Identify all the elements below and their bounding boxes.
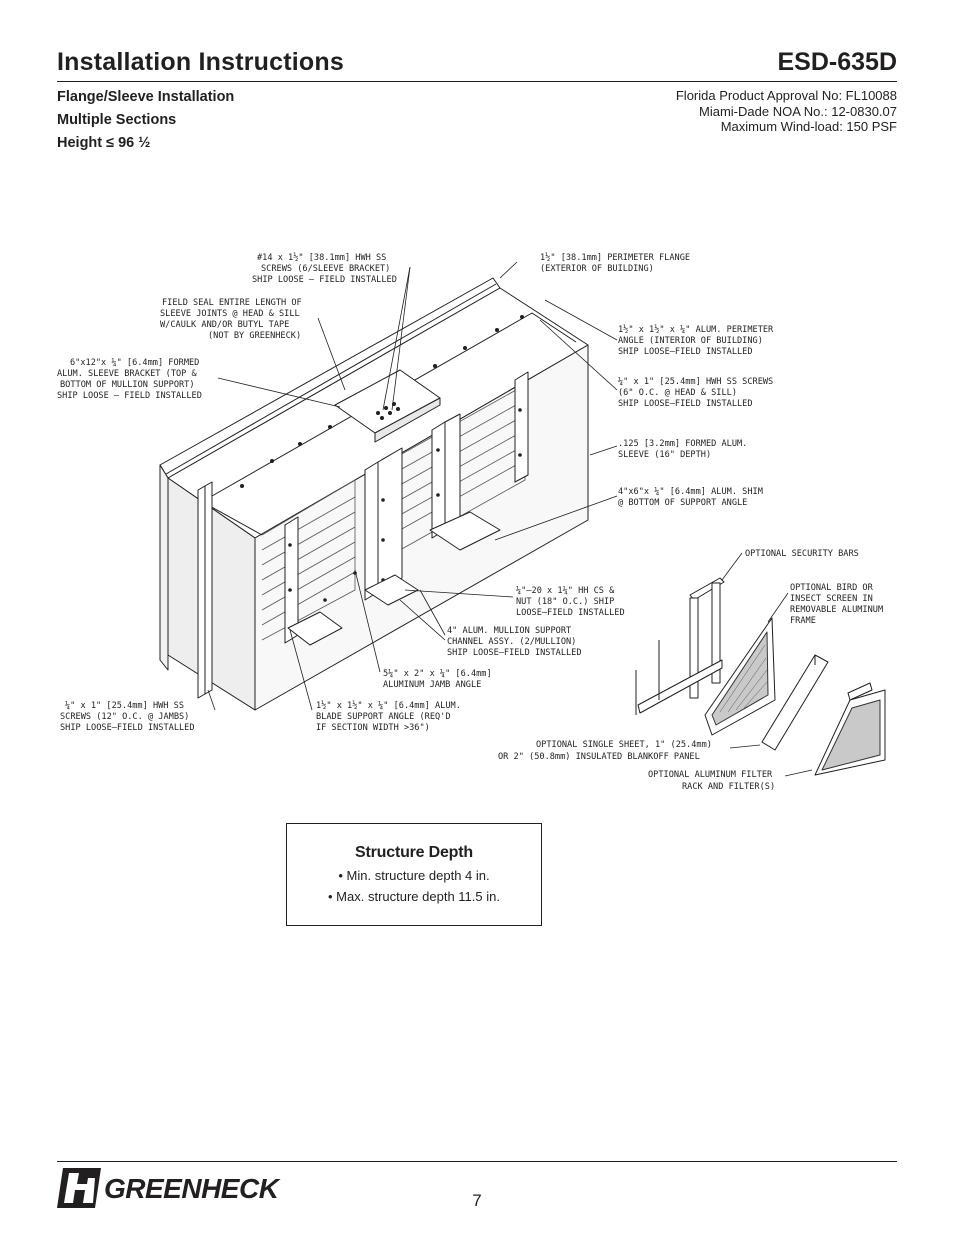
callout-text: @ BOTTOM OF SUPPORT ANGLE bbox=[618, 498, 748, 508]
security-bars bbox=[636, 578, 724, 715]
structure-depth-box bbox=[286, 823, 542, 926]
max-wind-load: Maximum Wind-load: 150 PSF bbox=[720, 119, 897, 134]
subtitle-sections: Multiple Sections bbox=[57, 112, 177, 128]
callout-text: 1½" x 1½" x ¼" ALUM. PERIMETER bbox=[618, 325, 774, 335]
callout-text: (EXTERIOR OF BUILDING) bbox=[540, 264, 654, 274]
callout-text: BLADE SUPPORT ANGLE (REQ'D bbox=[316, 712, 451, 722]
callout-text: FIELD SEAL ENTIRE LENGTH OF bbox=[162, 298, 302, 308]
page-number: 7 bbox=[472, 1191, 482, 1210]
florida-approval: Florida Product Approval No: FL10088 bbox=[675, 88, 897, 103]
callout-text: SCREWS (6/SLEEVE BRACKET) bbox=[261, 264, 391, 274]
callout-text: SLEEVE JOINTS @ HEAD & SILL bbox=[160, 309, 300, 319]
callout-text: ¼"–20 x 1¼" HH CS & bbox=[516, 586, 615, 596]
callout-text: OPTIONAL SECURITY BARS bbox=[745, 549, 859, 559]
callout-text: ¼" x 1" [25.4mm] HWH SS SCREWS bbox=[618, 377, 774, 387]
callout-text: OPTIONAL SINGLE SHEET, 1" (25.4mm) bbox=[536, 740, 712, 750]
callout-text: OPTIONAL BIRD OR bbox=[790, 583, 873, 593]
callout-text: 1½" [38.1mm] PERIMETER FLANGE bbox=[540, 253, 691, 263]
callout-text: .125 [3.2mm] FORMED ALUM. bbox=[618, 439, 748, 449]
callout-text: ALUM. SLEEVE BRACKET (TOP & bbox=[57, 369, 197, 379]
max-depth-item: • Max. structure depth 11.5 in. bbox=[328, 889, 500, 904]
callout-text: RACK AND FILTER(S) bbox=[682, 782, 776, 792]
callout-text: (6" O.C. @ HEAD & SILL) bbox=[618, 388, 737, 398]
callout-text: INSECT SCREEN IN bbox=[790, 594, 873, 604]
brand-name: GREENHECK bbox=[104, 1173, 279, 1204]
miami-dade-noa: Miami-Dade NOA No.: 12-0830.07 bbox=[699, 103, 897, 119]
callout-text: (NOT BY GREENHECK) bbox=[208, 331, 302, 341]
callout-text: SHIP LOOSE–FIELD INSTALLED bbox=[618, 347, 753, 357]
subtitle-height: Height ≤ 96 ½ bbox=[57, 135, 151, 151]
callout-text: BOTTOM OF MULLION SUPPORT) bbox=[60, 380, 195, 390]
mullion-support bbox=[365, 462, 378, 600]
callout-text: IF SECTION WIDTH >36") bbox=[316, 723, 430, 733]
callout-text: 5¼" x 2" x ¼" [6.4mm] bbox=[383, 669, 492, 679]
subtitle-installation-type: Flange/Sleeve Installation bbox=[57, 89, 235, 105]
callout-text: ANGLE (INTERIOR OF BUILDING) bbox=[618, 336, 763, 346]
callout-text: SHIP LOOSE–FIELD INSTALLED bbox=[60, 723, 195, 733]
callout-text: 4" ALUM. MULLION SUPPORT bbox=[447, 626, 572, 636]
callout-text: OPTIONAL ALUMINUM FILTER bbox=[648, 770, 773, 780]
callout-text: 4"x6"x ¼" [6.4mm] ALUM. SHIM bbox=[618, 487, 763, 497]
callout-text: FRAME bbox=[790, 616, 816, 626]
callout-text: SHIP LOOSE–FIELD INSTALLED bbox=[618, 399, 753, 409]
callout-text: CHANNEL ASSY. (2/MULLION) bbox=[447, 637, 577, 647]
callout-text: #14 x 1½" [38.1mm] HWH SS bbox=[257, 253, 387, 263]
page-title: Installation Instructions bbox=[57, 48, 344, 76]
filter-rack bbox=[815, 683, 885, 775]
callout-text: REMOVABLE ALUMINUM bbox=[790, 605, 884, 615]
callout-text: NUT (18" O.C.) SHIP bbox=[516, 597, 615, 607]
footer-rule bbox=[57, 1161, 897, 1162]
callout-text: 6"x12"x ¼" [6.4mm] FORMED bbox=[70, 358, 200, 368]
callout-text: SLEEVE (16" DEPTH) bbox=[618, 450, 712, 460]
callout-text: SHIP LOOSE – FIELD INSTALLED bbox=[57, 391, 202, 401]
callout-text: SHIP LOOSE–FIELD INSTALLED bbox=[447, 648, 582, 658]
callout-text: ALUMINUM JAMB ANGLE bbox=[383, 680, 482, 690]
callout-text: OR 2" (50.8mm) INSULATED BLANKOFF PANEL bbox=[498, 752, 700, 762]
callout-text: 1½" x 1½" x ¼" [6.4mm] ALUM. bbox=[316, 701, 461, 711]
callout-text: ¼" x 1" [25.4mm] HWH SS bbox=[65, 701, 184, 711]
min-depth-item: • Min. structure depth 4 in. bbox=[338, 868, 490, 883]
callout-text: SHIP LOOSE – FIELD INSTALLED bbox=[252, 275, 397, 285]
callout-text: SCREWS (12" O.C. @ JAMBS) bbox=[60, 712, 190, 722]
callout-text: LOOSE–FIELD INSTALLED bbox=[516, 608, 625, 618]
callout-text: W/CAULK AND/OR BUTYL TAPE bbox=[160, 320, 290, 330]
model-number: ESD-635D bbox=[777, 48, 897, 76]
structure-depth-title: Structure Depth bbox=[355, 844, 473, 861]
